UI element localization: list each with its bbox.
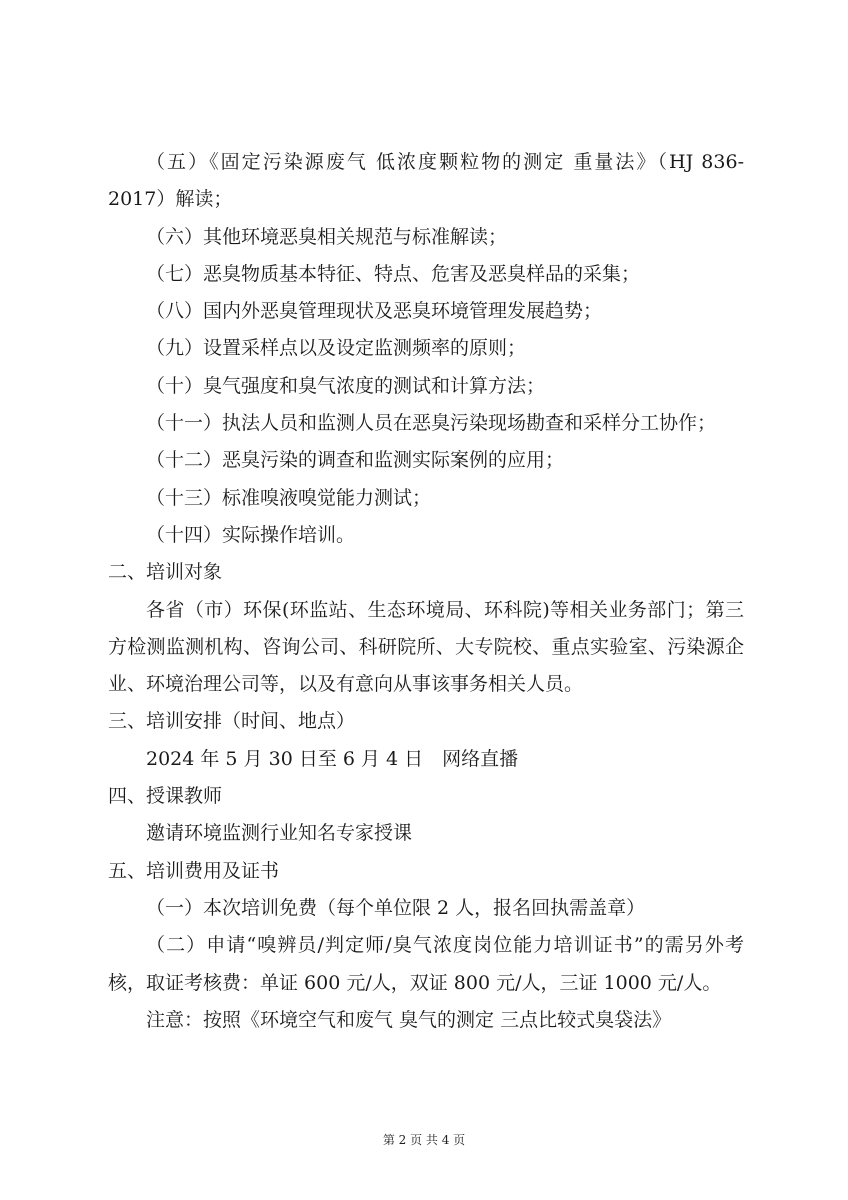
list-item-9: （九）设置采样点以及设定监测频率的原则； [146,337,527,360]
fee-item-1: （一）本次培训免费（每个单位限 2 人，报名回执需盖章） [146,896,646,919]
list-item-13: （十三）标准嗅液嗅觉能力测试； [146,486,432,509]
list-item-10: （十）臭气强度和臭气浓度的测试和计算方法； [146,374,546,397]
list-item-7: （七）恶臭物质基本特征、特点、危害及恶臭样品的采集； [146,262,641,285]
list-item-11: （十一）执法人员和监测人员在恶臭污染现场勘查和采样分工协作； [146,412,717,435]
section-heading-3: 三、培训安排（时间、地点） [108,710,356,733]
fee-item-2: （二）申请“嗅辨员/判定师/臭气浓度岗位能力培训证书”的需另外考核，取证考核费：单证 600 元/人，双证 800 元/人，三证 1000 元/人。 [108,934,744,994]
section-heading-2: 二、培训对象 [108,561,223,584]
document-body [108,144,744,1039]
list-item-5: （五）《固定污染源废气 低浓度颗粒物的测定 重量法》（HJ 836-2017）解读； [108,151,744,211]
page-number-footer: 第 2 页 共 4 页 [382,1133,466,1147]
instructor-text: 邀请环境监测行业知名专家授课 [146,822,413,845]
list-item-14: （十四）实际操作培训。 [146,523,356,546]
list-item-6: （六）其他环境恶臭相关规范与标准解读； [146,225,508,248]
list-item-12: （十二）恶臭污染的调查和监测实际案例的应用； [146,449,565,472]
section-heading-4: 四、授课教师 [108,785,223,808]
section-heading-5: 五、培训费用及证书 [108,859,280,882]
training-schedule-text: 2024 年 5 月 30 日至 6 月 4 日 网络直播 [146,747,519,770]
list-item-8: （八）国内外恶臭管理现状及恶臭环境管理发展趋势； [146,300,603,323]
note-paragraph: 注意：按照《环境空气和废气 臭气的测定 三点比较式臭袋法》 [146,1008,672,1031]
training-audience-paragraph: 各省（市）环保(环监站、生态环境局、环科院)等相关业务部门；第三方检测监测机构、咨询公司、科研院所、大专院校、重点实验室、污染源企业、环境治理公司等，以及有意向从事该事务相关人员。 [108,598,744,696]
